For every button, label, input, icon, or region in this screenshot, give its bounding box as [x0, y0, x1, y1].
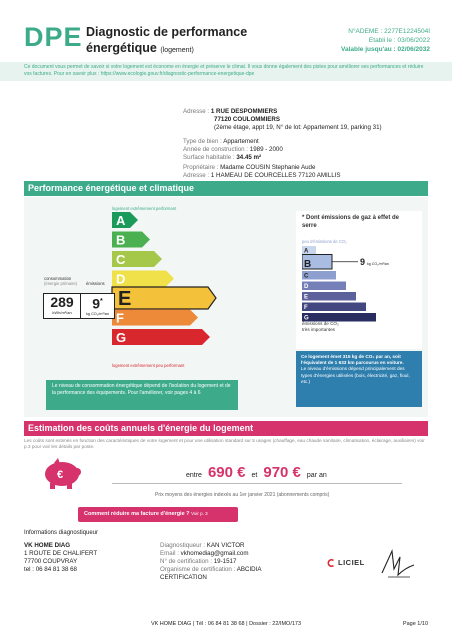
ges-unit: kg CO₂/m²/an: [367, 261, 389, 266]
energy-class-bar-f: [112, 310, 198, 326]
emissions-value: 9: [92, 295, 101, 312]
page-title-line1: Diagnostic de performance: [86, 25, 248, 39]
owner-address: [183, 172, 341, 179]
diag-company: VK HOME DIAG: [24, 542, 71, 549]
ges-class-bar-d: [302, 282, 346, 291]
consumption-value: 289: [50, 294, 74, 310]
emissions-unit: kg CO₂/m²/an: [86, 311, 109, 316]
ges-bottom-labels: [302, 321, 339, 332]
reduce-bill-link[interactable]: [78, 507, 238, 522]
perf-section-title: Performance énergétique et climatique: [28, 183, 195, 193]
diag-address2: 77700 COUPVRAY: [24, 558, 78, 565]
consumption-cell: [44, 294, 81, 318]
ges-class-letter-b: B: [304, 259, 312, 270]
energy-class-letter-f: F: [116, 310, 124, 326]
ges-class-letter-g: G: [304, 315, 309, 322]
ademe-number: N°ADEME : 2277E1224504I: [348, 28, 430, 35]
piggy-bank-icon: [40, 458, 86, 490]
org-label: Organisme de certification :: [160, 566, 236, 573]
energy-scale: [110, 212, 240, 364]
cost-entre: entre: [186, 472, 202, 479]
ges-class-letter-d: D: [304, 284, 309, 290]
diag-details: [160, 542, 261, 582]
ges-scale: [302, 246, 422, 322]
intro-text: Ce document vous permet de savoir si votre logement est économe en énergie et préserve le climat. Il vous donne également des pistes pour améliorer ses performances et réduire vos factures. Pour en savoir plus : https://www.ecologie.gouv.fr/diagnostic-performance-energetique-dpe: [0, 62, 452, 81]
ges-class-letter-f: F: [304, 305, 308, 311]
type-value: Appartement: [223, 138, 259, 145]
address-line1: 1 RUE DESPOMMIERS: [210, 108, 278, 115]
ges-class-bar-f: [302, 303, 366, 312]
cost-par-an: par an: [306, 472, 327, 479]
ademe-info: [341, 27, 430, 54]
cost-min: 690 €: [207, 464, 246, 481]
title-energetique: énergétique: [86, 41, 157, 55]
emissions-header: émissions: [86, 281, 105, 286]
consumption-label: consommation: [44, 276, 72, 281]
liciel-brand: LICIEL: [338, 558, 365, 567]
energy-top-label: logement extrêmement performant: [112, 206, 177, 211]
cta-label: Comment réduire ma facture d'énergie ?: [84, 511, 190, 517]
prices-note: Prix moyens des énergies indexés au 1er janvier 2021 (abonnements compris): [155, 492, 330, 498]
property-year: [183, 146, 283, 153]
owner-label: Propriétaire :: [183, 164, 221, 171]
address-label: Adresse :: [183, 108, 210, 115]
costs-intro: Les coûts sont estimés en fonction des caractéristiques de votre logement et pour une utilisation standard sur 5 usages (chauffage, eau chaude sanitaire, climatisation, éclairage, auxiliaires) voir p.3 pour voir les détails par poste.: [24, 438, 425, 450]
cta-page: Voir p. 3: [191, 511, 208, 516]
diag-tel: tel : 06 84 81 38 68: [24, 566, 77, 573]
dpe-logo: DPE: [24, 22, 83, 52]
cost-divider: [112, 483, 402, 484]
diag-address1: 1 ROUTE DE CHALIFERT: [24, 550, 98, 557]
svg-text:€: €: [56, 469, 64, 481]
surface-label: Surface habitable :: [183, 154, 235, 161]
property-type: [183, 138, 259, 145]
diag-label: Diagnostiqueur :: [160, 542, 206, 549]
year-label: Année de construction :: [183, 146, 249, 153]
energy-bottom-label: logement extrêmement peu performant: [112, 363, 185, 368]
org-value2: CERTIFICATION: [160, 574, 207, 581]
year-value: 1989 - 2000: [249, 146, 283, 153]
diag-value: KAN VICTOR: [206, 542, 245, 549]
energy-class-letter-g: G: [116, 330, 127, 345]
energy-class-bar-g: [112, 329, 210, 345]
org-value: ABCIDIA: [236, 566, 262, 573]
liciel-mark-icon: [327, 559, 335, 567]
title-suffix: (logement): [160, 47, 194, 54]
ges-class-bar-e: [302, 292, 356, 301]
footer-center: VK HOME DIAG | Tél : 06 84 81 38 68 | Dossier : 22/IMO/173: [150, 621, 302, 627]
ges-note: [296, 351, 422, 407]
footer-page: Page 1/10: [402, 621, 428, 627]
energy-class-letter-e: E: [118, 288, 132, 310]
surface-value: 34.45 m²: [236, 154, 262, 161]
consumption-sub: (énergie primaire): [44, 281, 78, 286]
ges-title: * Dont émissions de gaz à effet de serre: [302, 215, 400, 229]
ges-bottom-label1: émissions de CO₂: [302, 321, 339, 326]
email-label: Email :: [160, 550, 179, 557]
page-title-line2: [86, 41, 194, 55]
energy-class-letter-a: A: [116, 213, 126, 228]
owner-value: Madame COUSIN Stephanie Aude: [220, 164, 316, 171]
energy-class-letter-b: B: [116, 232, 126, 248]
established-date: Etabli le : 03/06/2022: [368, 37, 430, 44]
energy-class-letter-c: C: [116, 252, 126, 267]
ges-class-letter-a: A: [304, 248, 309, 255]
address-line2: 77120 COULOMMIERS: [214, 116, 281, 123]
perf-section-bar: [24, 181, 428, 196]
property-address: [183, 108, 277, 116]
costs-section-bar: [24, 421, 428, 436]
property-surface: [183, 154, 261, 161]
valid-until: Valable jusqu'au : 02/06/2032: [341, 46, 430, 53]
emissions-cell: [81, 294, 114, 318]
ges-value: 9: [360, 256, 366, 267]
cost-et: et: [251, 472, 258, 479]
cost-max: 970 €: [263, 464, 301, 481]
ges-note-bold: Ce logement émet 315 kg de CO₂ par an, soit l'équivalent de 1 633 km parcourus en voiture.: [301, 354, 404, 366]
owner: [183, 164, 315, 171]
costs-section-title: Estimation des coûts annuels d'énergie du logement: [28, 423, 254, 433]
diag-title: Informations diagnostiqueur: [24, 530, 99, 536]
energy-class-letter-d: D: [116, 271, 126, 287]
cert-value: 19-1517: [213, 558, 237, 565]
cost-range: [186, 464, 327, 481]
energy-note: Le niveau de consommation énergétique dépend de l'isolation du logement et de la performance des équipements. Pour l'améliorer, voir pages 4 à 6: [46, 380, 238, 410]
ges-bottom-label2: très importantes: [302, 326, 335, 332]
diag-company-block: [24, 542, 97, 574]
emissions-star: *: [100, 298, 103, 305]
signature-icon: [378, 543, 418, 583]
type-label: Type de bien :: [183, 138, 222, 145]
address-line3: (2ème étage, appt 19, N° de lot: Appartement 19, parking 31): [214, 124, 382, 131]
cert-label: N° de certification :: [160, 558, 212, 565]
email-value[interactable]: vkhomediag@gmail.com: [180, 550, 249, 557]
ges-class-letter-e: E: [304, 294, 309, 301]
consumption-box: [43, 293, 115, 319]
ges-top-label: peu d'émissions de CO₂: [302, 239, 347, 244]
consumption-unit: kWh/m²/an: [52, 310, 72, 315]
ges-note-text: Le niveau d'émissions dépend principalement des types d'énergies utilisées (bois, électricité, gaz, fioul, etc.): [301, 366, 410, 384]
ges-class-letter-c: C: [304, 273, 309, 280]
owner-address-label: Adresse :: [183, 172, 211, 179]
owner-address-value: 1 HAMEAU DE COURCELLES 77120 AMILLIS: [210, 172, 341, 179]
consumption-header: [44, 276, 77, 286]
liciel-logo: [327, 558, 365, 567]
